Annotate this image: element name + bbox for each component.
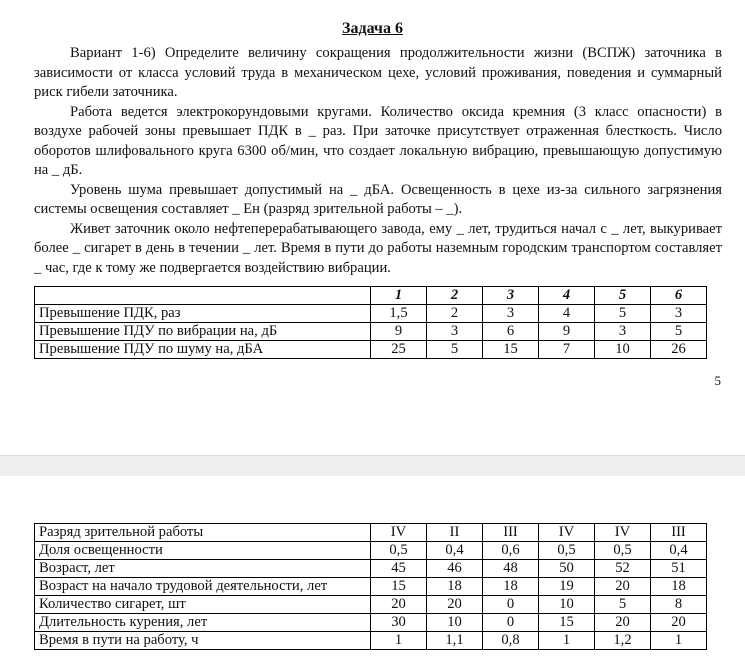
table-cell: 25 <box>371 341 427 359</box>
table-cell: 1 <box>539 632 595 650</box>
table-cell: 7 <box>539 341 595 359</box>
row-label: Возраст, лет <box>35 560 371 578</box>
paragraph-variant: Вариант 1-6) Определите величину сокращения продолжительности жизни (ВСПЖ) заточника в зависимости от класса условий труда в механическом цехе, условий проживания, поведения и суммарный риск гибели заточника. <box>34 45 722 100</box>
table-cell: 20 <box>651 614 707 632</box>
table-cell: 5 <box>595 305 651 323</box>
table-cell: IV <box>539 524 595 542</box>
table-row <box>35 323 707 341</box>
table-cell: 15 <box>539 614 595 632</box>
table-row <box>35 614 707 632</box>
table-cell: 1,1 <box>427 632 483 650</box>
table-cell: 1 <box>651 632 707 650</box>
row-label: Количество сигарет, шт <box>35 596 371 614</box>
table-cell: 51 <box>651 560 707 578</box>
table-row <box>35 341 707 359</box>
table-cell: 0,5 <box>371 542 427 560</box>
row-label: Доля освещенности <box>35 542 371 560</box>
variants-table-1 <box>34 286 707 359</box>
table-cell: 30 <box>371 614 427 632</box>
table-cell: 6 <box>483 323 539 341</box>
page-number: 5 <box>714 373 721 388</box>
table-cell: 0,4 <box>427 542 483 560</box>
table-cell: 1 <box>371 632 427 650</box>
table-cell: 1,5 <box>371 305 427 323</box>
table-cell: 52 <box>595 560 651 578</box>
table-cell: 3 <box>483 305 539 323</box>
table-cell: 10 <box>595 341 651 359</box>
table-cell: 0,6 <box>483 542 539 560</box>
table-cell: 1,2 <box>595 632 651 650</box>
table-cell: 50 <box>539 560 595 578</box>
table-row <box>35 305 707 323</box>
table-cell: 5 <box>595 596 651 614</box>
table-cell: 0,5 <box>539 542 595 560</box>
row-label: Превышение ПДУ по вибрации на, дБ <box>35 323 371 341</box>
table-cell: 9 <box>371 323 427 341</box>
table-cell: 0,5 <box>595 542 651 560</box>
table-cell: 18 <box>427 578 483 596</box>
table-header-cell: 4 <box>539 287 595 305</box>
table-cell: 10 <box>539 596 595 614</box>
table-row <box>35 596 707 614</box>
table-cell: 0,8 <box>483 632 539 650</box>
table-header-cell: 2 <box>427 287 483 305</box>
table-cell: 46 <box>427 560 483 578</box>
table-cell: 15 <box>483 341 539 359</box>
table-header-cell: 5 <box>595 287 651 305</box>
variants-table-2 <box>34 523 707 650</box>
table-cell: 8 <box>651 596 707 614</box>
table-header-cell: 3 <box>483 287 539 305</box>
table-cell: 3 <box>427 323 483 341</box>
table-cell: 4 <box>539 305 595 323</box>
table-cell: III <box>483 524 539 542</box>
document-page-2 <box>0 476 745 667</box>
table-cell: 20 <box>371 596 427 614</box>
table-header-cell: 1 <box>371 287 427 305</box>
table-cell: 20 <box>595 614 651 632</box>
table-cell: IV <box>595 524 651 542</box>
task-title: Задача 6 <box>342 20 403 37</box>
page-break-gap <box>0 455 745 477</box>
table-cell: 9 <box>539 323 595 341</box>
table-row <box>35 560 707 578</box>
table-cell: 0 <box>483 596 539 614</box>
table-cell: 18 <box>651 578 707 596</box>
table-cell: 19 <box>539 578 595 596</box>
table-cell: IV <box>371 524 427 542</box>
row-label: Разряд зрительной работы <box>35 524 371 542</box>
table-cell: III <box>651 524 707 542</box>
row-label: Длительность курения, лет <box>35 614 371 632</box>
table-cell: 45 <box>371 560 427 578</box>
row-label: Превышение ПДК, раз <box>35 305 371 323</box>
table-cell: 15 <box>371 578 427 596</box>
table-cell: 2 <box>427 305 483 323</box>
row-label: Возраст на начало трудовой деятельности, лет <box>35 578 371 596</box>
table-cell: 10 <box>427 614 483 632</box>
row-label: Превышение ПДУ по шуму на, дБА <box>35 341 371 359</box>
table-cell: 3 <box>651 305 707 323</box>
table-row <box>35 542 707 560</box>
row-label: Время в пути на работу, ч <box>35 632 371 650</box>
table-cell: 0,4 <box>651 542 707 560</box>
table-cell: 5 <box>651 323 707 341</box>
table-header-cell: 6 <box>651 287 707 305</box>
table-cell: 18 <box>483 578 539 596</box>
table-row <box>35 632 707 650</box>
paragraph-noise-lighting: Уровень шума превышает допустимый на _ дБА. Освещенность в цехе из-за сильного загрязнения системы освещения составляет _ Ен (разряд зрительной работы – _). <box>34 181 722 217</box>
table-cell: 5 <box>427 341 483 359</box>
table-cell: 20 <box>427 596 483 614</box>
table-cell: 48 <box>483 560 539 578</box>
table-cell: 20 <box>595 578 651 596</box>
table-cell: II <box>427 524 483 542</box>
table-row <box>35 524 707 542</box>
paragraph-work-conditions: Работа ведется электрокорундовыми кругами. Количество оксида кремния (3 класс опасности) в воздухе рабочей зоны превышает ПДК в _ раз. При заточке присутствует отраженная блесткость. Число оборотов шлифовального круга 6300 об/мин, что создает локальную вибрацию, превышающую допустимую на _ дБ. <box>34 103 722 178</box>
table-cell: 3 <box>595 323 651 341</box>
table-header-row <box>35 287 707 305</box>
table-cell: 0 <box>483 614 539 632</box>
task-text <box>34 44 722 278</box>
table-header-cell <box>35 287 371 305</box>
table-row <box>35 578 707 596</box>
paragraph-living-conditions: Живет заточник около нефтеперерабатывающего завода, ему _ лет, трудиться начал с _ лет, выкуривает более _ сигарет в день в течении _ лет. Время в пути до работы наземным городским транспортом составляет _ час, где к тому же подвергается воздействию вибрации. <box>34 220 722 276</box>
table-cell: 26 <box>651 341 707 359</box>
